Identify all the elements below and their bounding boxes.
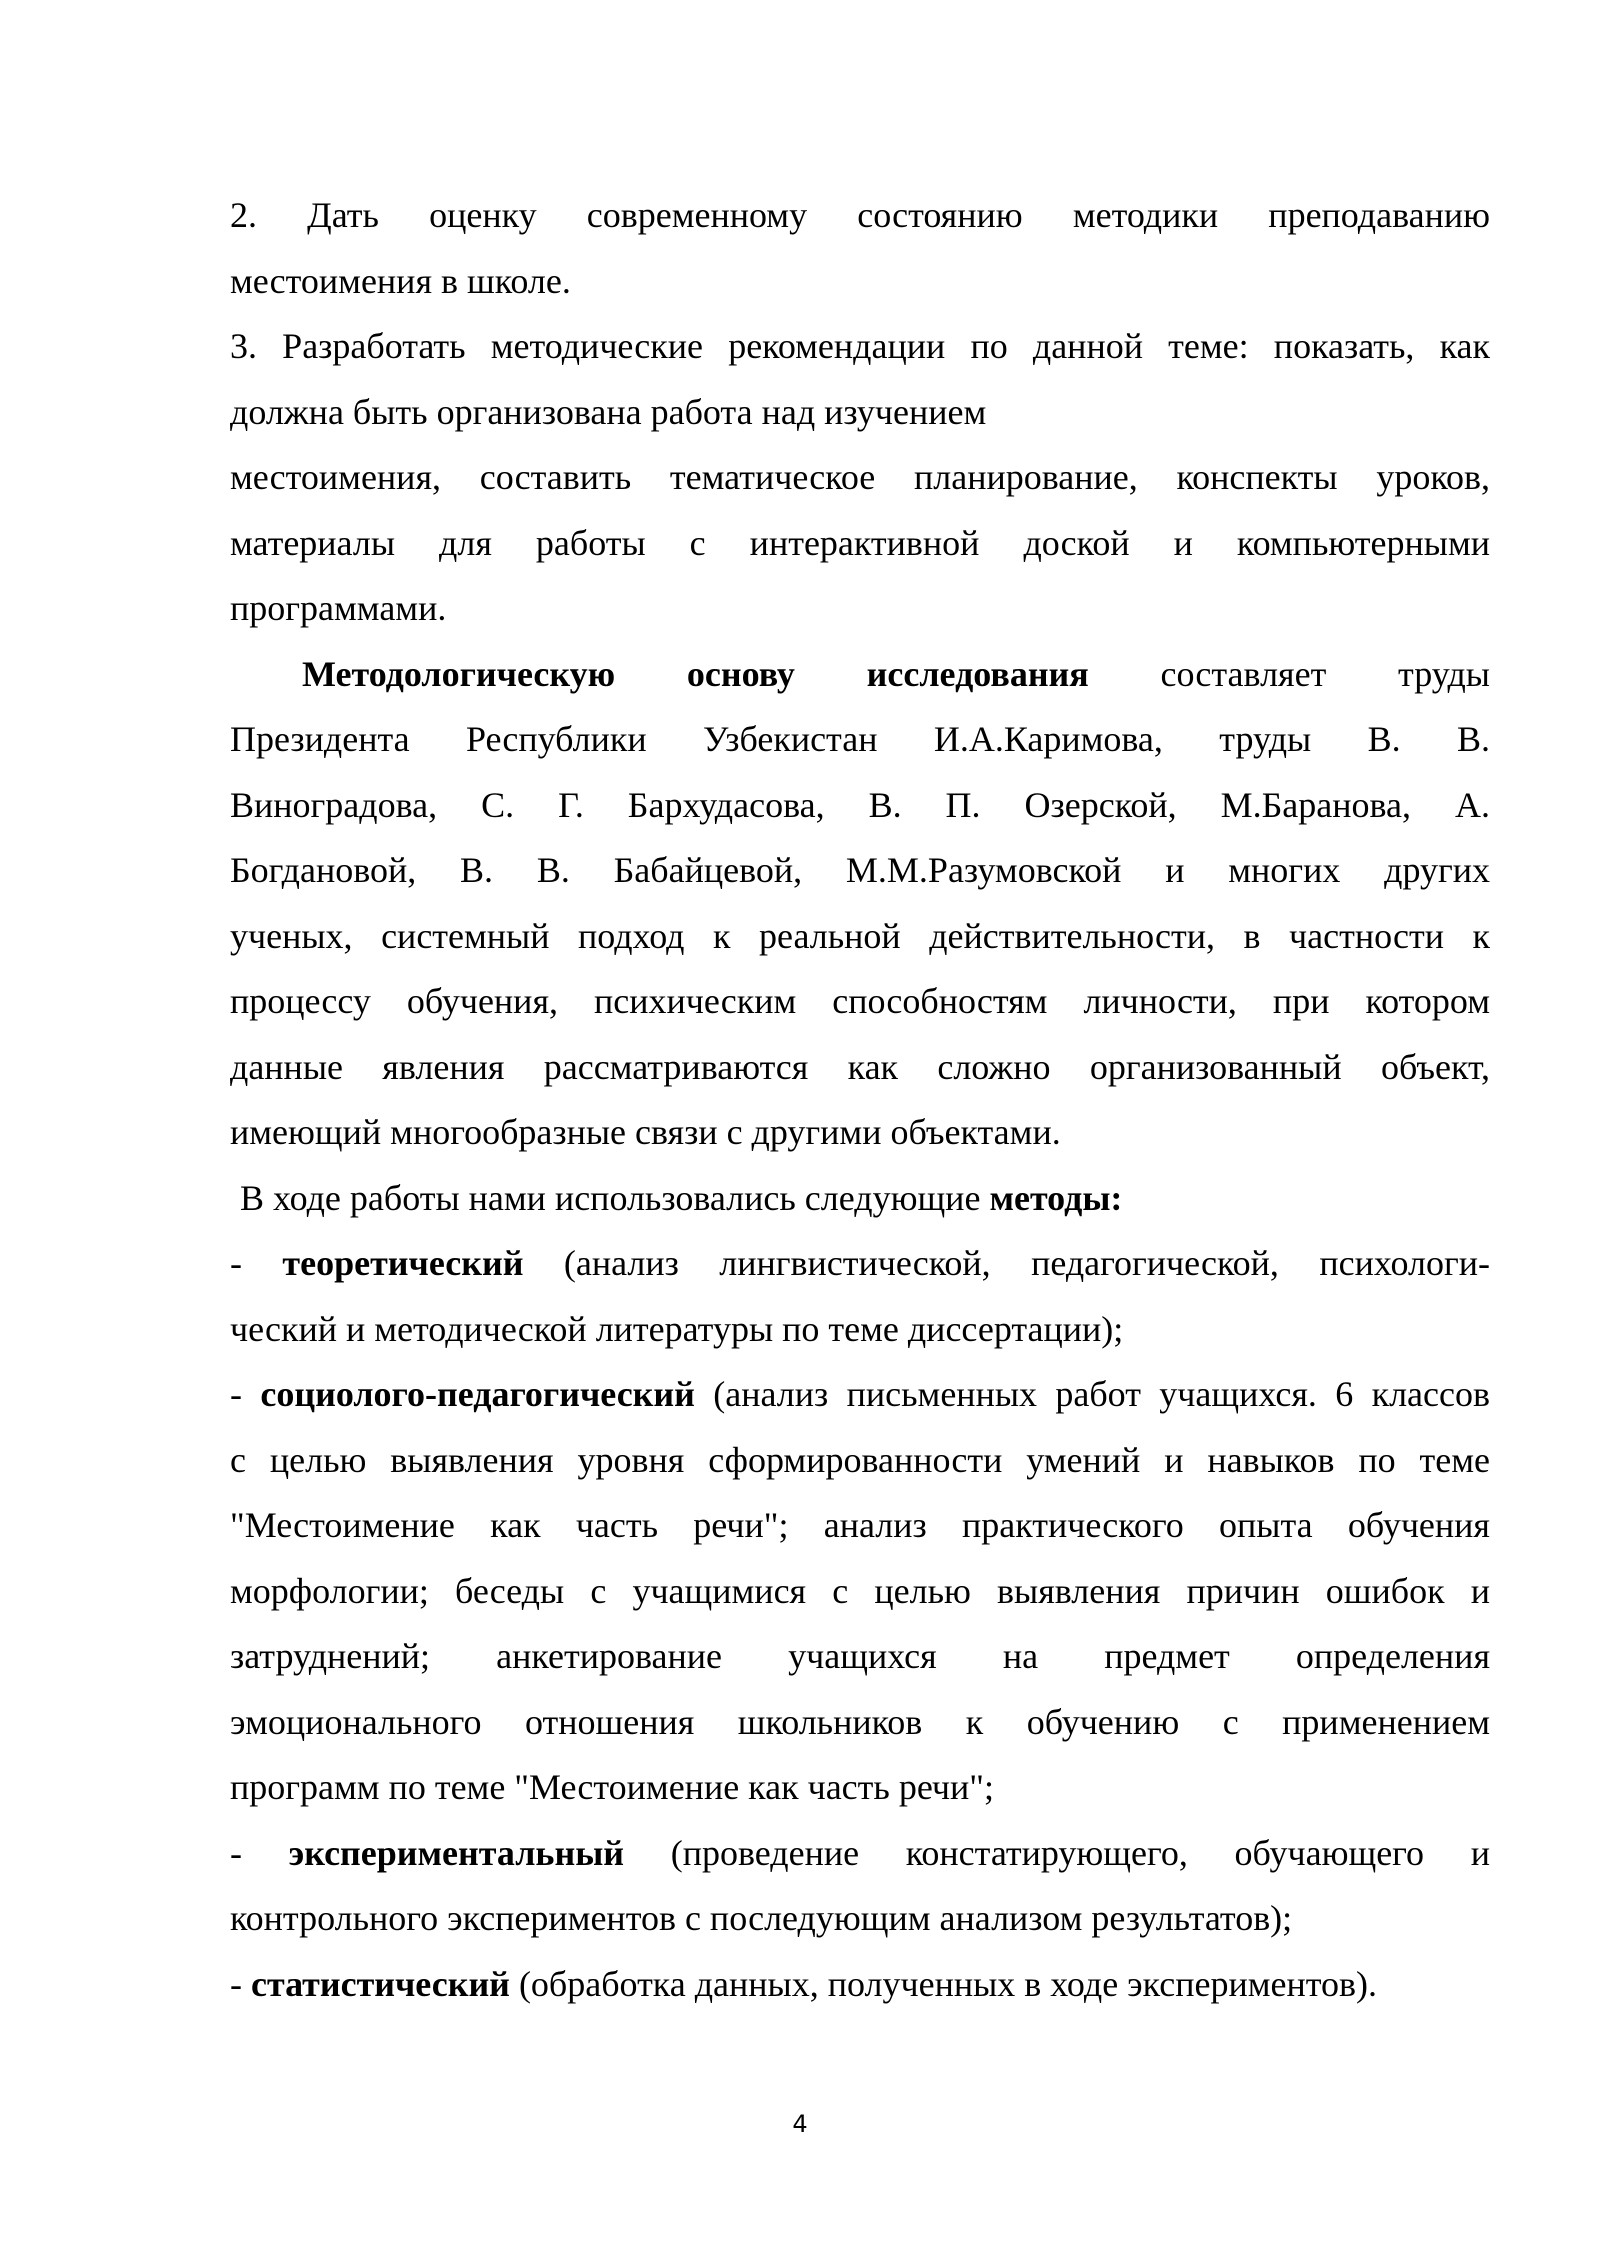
- text-line: [230, 314, 1490, 380]
- bold-term: социолого-педагогический: [260, 1374, 695, 1414]
- bold-term: статистический: [251, 1963, 510, 2004]
- text-run: программами.: [230, 588, 447, 628]
- text-run: ческий и методической литературы по теме диссертации);: [230, 1308, 1124, 1349]
- text-line: [230, 707, 1490, 773]
- text-line: [230, 1428, 1490, 1494]
- text-line: [230, 1493, 1490, 1559]
- text-run: 3. Разработать методические рекомендации по данной теме: показать, как: [230, 326, 1490, 366]
- text-line: [230, 904, 1490, 970]
- text-line: [230, 1166, 1490, 1232]
- text-run: 2. Дать оценку современному состоянию методики преподаванию: [230, 195, 1490, 235]
- text-line: [230, 773, 1490, 839]
- text-run: должна быть организована работа над изучением: [230, 391, 987, 432]
- text-run: -: [230, 1243, 283, 1283]
- text-run: (проведение констатирующего, обучающего и: [624, 1832, 1490, 1873]
- text-line: [230, 1559, 1490, 1625]
- text-line: [230, 1886, 1490, 1952]
- page-number: 4: [792, 2110, 808, 2138]
- text-line: [230, 1035, 1490, 1101]
- text-run: местоимения в школе.: [230, 260, 571, 301]
- text-run: (обработка данных, полученных в ходе экспериментов).: [509, 1963, 1377, 2004]
- text-run: Президента Республики Узбекистан И.А.Каримова, труды В. В.: [230, 719, 1490, 759]
- text-line: [230, 445, 1490, 511]
- text-run: с целью выявления уровня сформированности умений и навыков по теме: [230, 1439, 1490, 1480]
- text-run: контрольного экспериментов с последующим анализом результатов);: [230, 1898, 1293, 1938]
- text-run: (анализ письменных работ учащихся. 6 классов: [694, 1374, 1490, 1414]
- bold-term: методы:: [989, 1177, 1123, 1218]
- bold-term: экспериментальный: [288, 1832, 625, 1873]
- text-run: ученых, системный подход к реальной действительности, в частности к: [230, 915, 1490, 956]
- text-run: процессу обучения, психическим способностям личности, при котором: [230, 981, 1490, 1021]
- text-line: [230, 642, 1490, 708]
- text-run: -: [230, 1374, 261, 1414]
- text-run: эмоционального отношения школьников к обучению с применением: [230, 1701, 1490, 1742]
- text-run: В ходе работы нами использовались следующие: [240, 1177, 990, 1218]
- text-run: данные явления рассматриваются как сложно организованный объект,: [230, 1046, 1490, 1087]
- text-run: местоимения, составить тематическое планирование, конспекты уроков,: [230, 457, 1490, 497]
- text-run: (анализ лингвистической, педагогической, психологи-: [523, 1243, 1490, 1283]
- text-run: морфологии; беседы с учащимися с целью выявления причин ошибок и: [230, 1570, 1490, 1611]
- text-line: [230, 838, 1490, 904]
- text-run: "Местоимение как часть речи"; анализ практического опыта обучения: [230, 1505, 1490, 1545]
- text-line: [230, 1690, 1490, 1756]
- bold-term: Методологическую основу исследования: [302, 653, 1089, 694]
- text-line: [230, 183, 1490, 249]
- text-line: [230, 511, 1490, 577]
- text-line: [230, 1231, 1490, 1297]
- text-run: материалы для работы с интерактивной доской и компьютерными: [230, 522, 1490, 563]
- text-run: затруднений; анкетирование учащихся на предмет определения: [230, 1636, 1490, 1676]
- text-line: [230, 1821, 1490, 1887]
- text-line: [230, 1624, 1490, 1690]
- text-line: [230, 249, 1490, 315]
- text-line: [230, 380, 1490, 446]
- text-run: составляет труды: [1088, 653, 1490, 694]
- text-line: [230, 1755, 1490, 1821]
- text-run: программ по теме "Местоимение как часть речи";: [230, 1767, 994, 1807]
- text-line: [230, 576, 1490, 642]
- body-text: [230, 183, 1490, 2017]
- bold-term: теоретический: [282, 1243, 524, 1283]
- text-line: [230, 1952, 1490, 2018]
- text-line: [230, 1362, 1490, 1428]
- text-run: -: [230, 1832, 289, 1873]
- text-line: [230, 969, 1490, 1035]
- text-line: [230, 1297, 1490, 1363]
- text-line: [230, 1100, 1490, 1166]
- text-run: Виноградова, С. Г. Бархудасова, В. П. Озерской, М.Баранова, А.: [230, 784, 1490, 825]
- text-run: Богдановой, В. В. Бабайцевой, М.М.Разумовской и многих других: [230, 850, 1490, 890]
- text-run: -: [230, 1963, 251, 2004]
- text-run: имеющий многообразные связи с другими объектами.: [230, 1112, 1061, 1152]
